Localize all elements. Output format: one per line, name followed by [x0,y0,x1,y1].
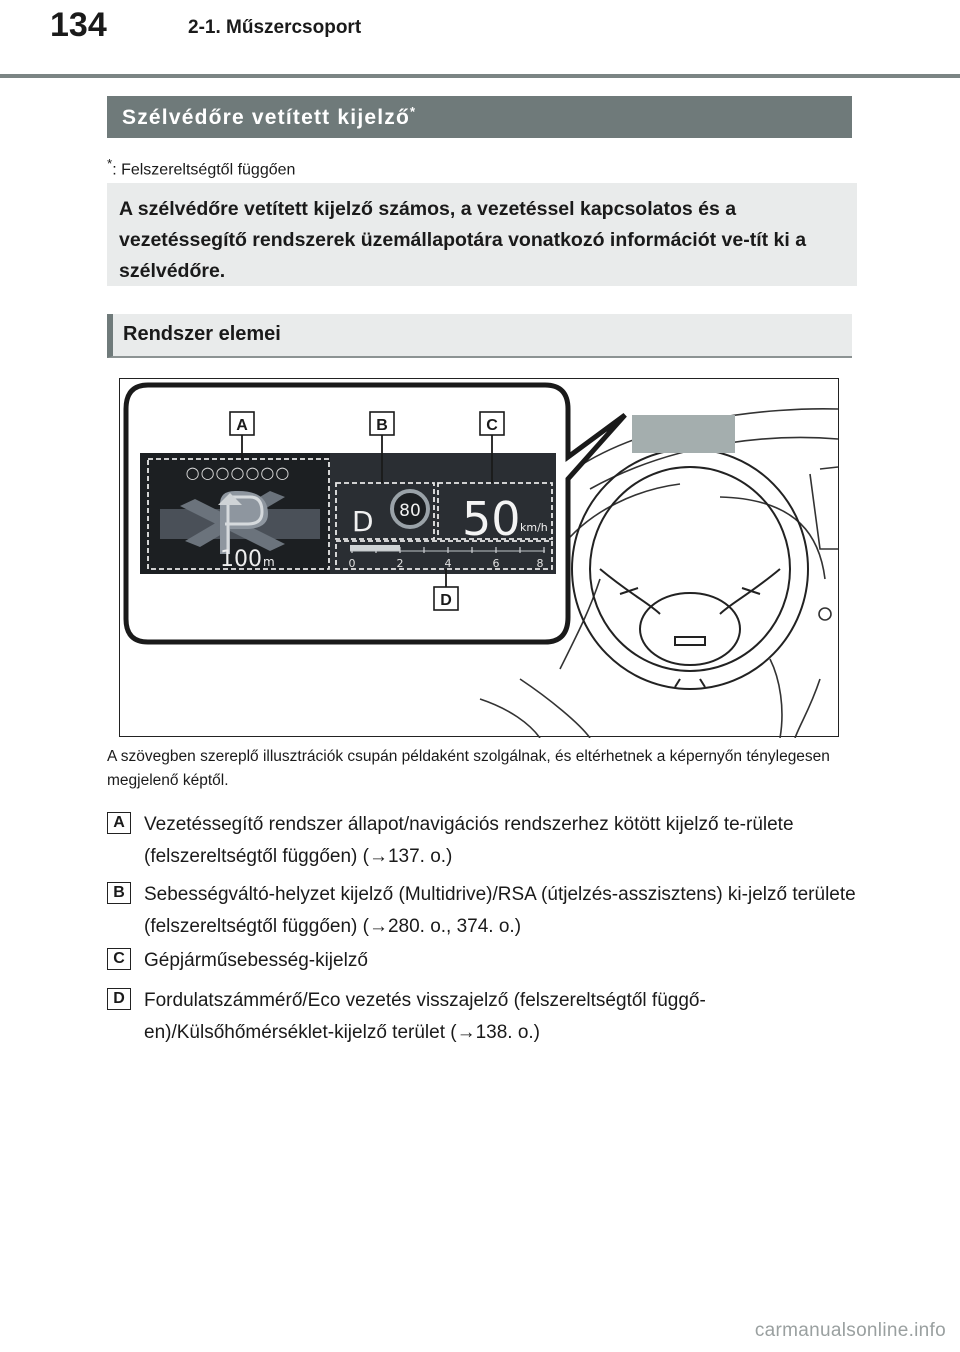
legend-text: Vezetéssegítő rendszer állapot/navigációs rendszerhez kötött kijelző te-rülete (felszereltségtől függően) (→137. o.) [144,814,794,867]
footnote-text: : Felszereltségtől függően [112,161,296,179]
legend-letter: B [107,882,131,904]
legend-letter: C [107,948,131,970]
header-rule [0,74,960,78]
steering-wheel [572,449,808,689]
legend-text: Gépjárműsebesség-kijelző [144,950,368,971]
watermark: carmanualsonline.info [754,1320,946,1341]
tach-label: 4 [444,557,452,570]
page-number: 134 [50,6,107,44]
callout-c [480,412,504,435]
callout-c-label: C [486,417,498,434]
callout-a [230,412,254,435]
nav-dots: ○○○○○○○ [185,463,291,482]
tach-bar-fill [350,545,400,551]
tach-label: 8 [536,557,544,570]
vehicle-speed: 50 [462,492,521,546]
legend-text: Fordulatszámmérő/Eco vezetés visszajelző (felszereltségtől függő-en)/Külsőhőmérséklet-kijelző terület (→138. o.) [144,990,706,1043]
hud-projection-area [632,415,735,453]
callout-b [370,412,394,435]
nav-distance: 100 [220,547,262,572]
legend-text: Sebességváltó-helyzet kijelző (Multidrive)/RSA (útjelzés-asszisztens) ki-jelző területe (felszereltségtől függően) (→280. o., 374. o.) [144,884,856,937]
legend-letter: A [107,812,131,834]
page-title-text: Szélvédőre vetített kijelző [122,106,410,129]
hud-figure [119,378,839,737]
title-footnote-marker: * [410,104,417,119]
callout-d-label: D [440,592,452,609]
legend-letter: D [107,988,131,1010]
hud-illustration [120,379,840,738]
tach-label: 0 [348,557,356,570]
section-label: 2-1. Műszercsoport [188,17,362,38]
callout-d [434,587,458,610]
footnote-marker: * [107,156,113,171]
tach-label: 6 [492,557,500,570]
intro-box: A szélvédőre vetített kijelző számos, a vezetéssel kapcsolatos és a vezetéssegítő rendszerek üzemállapotára vonatkozó információt ve-tít ki a szélvédőre. [107,183,857,286]
tach-label: 2 [396,557,404,570]
figure-caption: A szövegben szereplő illusztrációk csupán példaként szolgálnak, és eltérhetnek a képernyőn ténylegesen megjelenő képtől. [107,748,830,789]
callout-b-label: B [376,417,388,434]
page-title [107,96,852,138]
callout-a-label: A [236,417,248,434]
footnote [107,156,295,179]
subheading: Rendszer elemei [107,314,852,358]
speed-limit-value: 80 [399,501,421,521]
nav-distance-unit: m [263,555,275,569]
gear-indicator: D [352,505,374,538]
speed-unit: km/h [520,521,548,534]
